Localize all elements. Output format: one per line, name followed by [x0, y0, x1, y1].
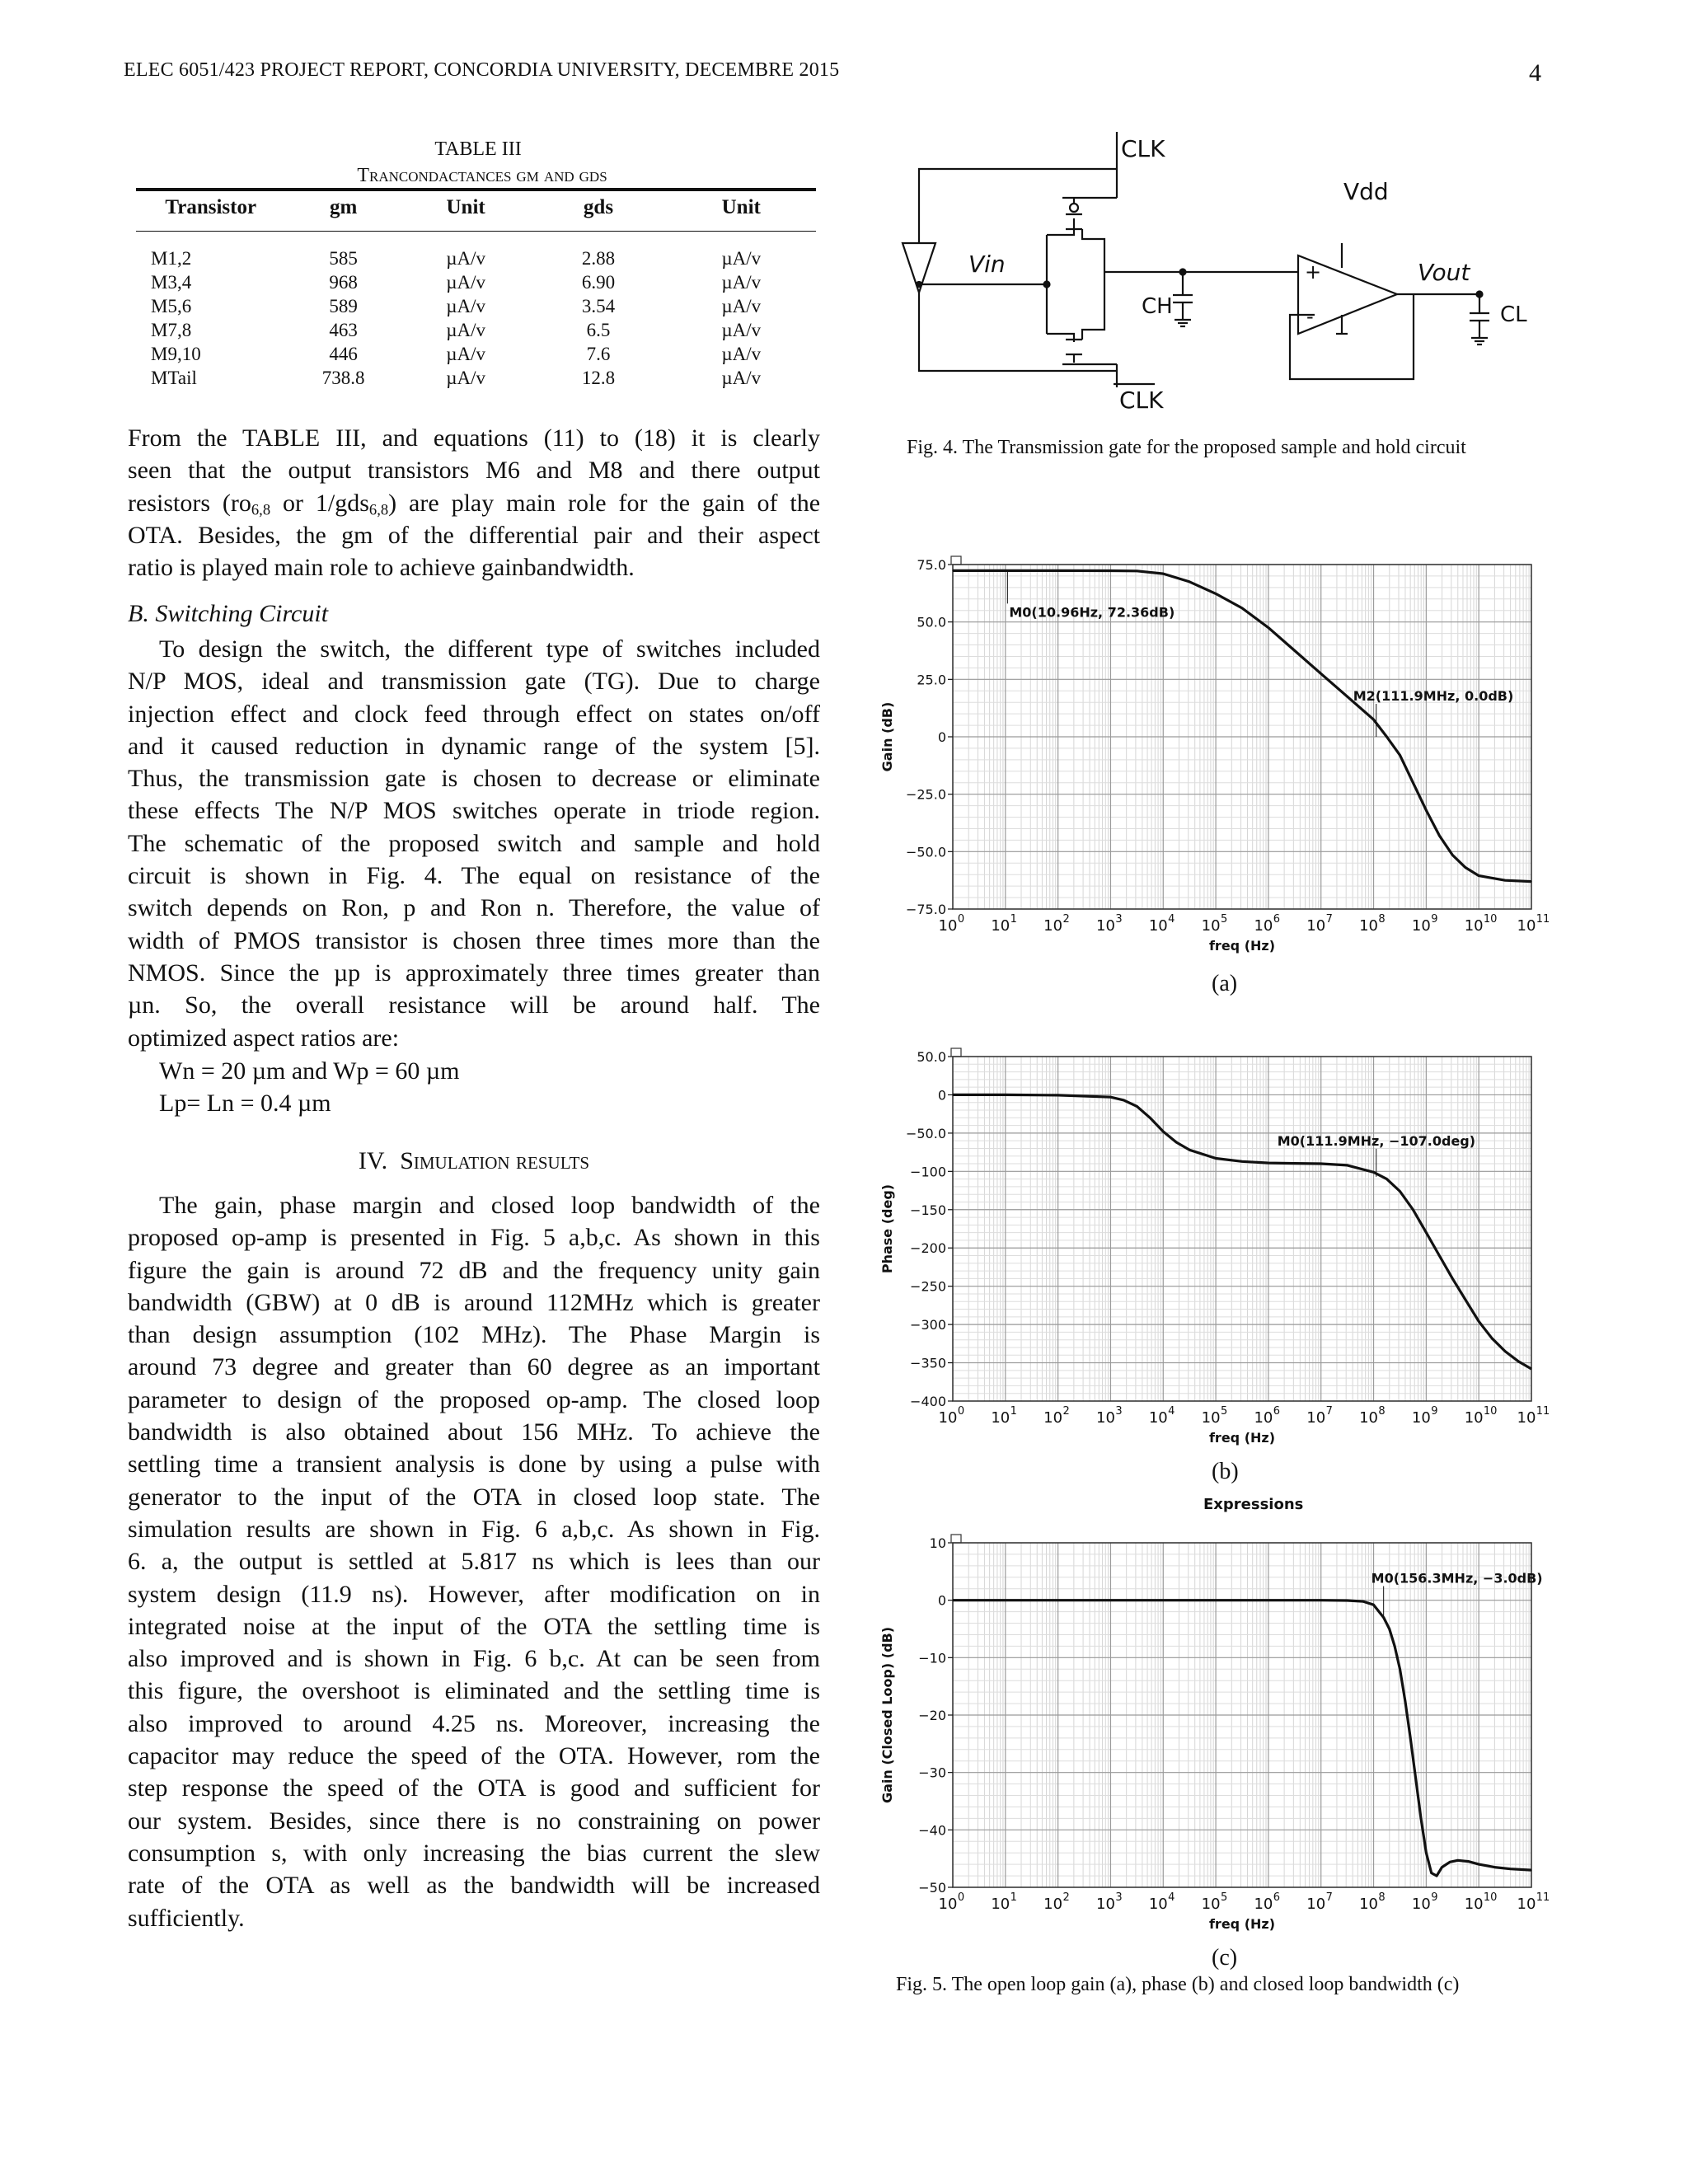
- y-tick-label: −50.0: [905, 844, 946, 860]
- y-tick-label: 0: [937, 729, 946, 745]
- data-point: [1057, 1600, 1058, 1601]
- vin-label: Vin: [968, 251, 1006, 278]
- x-tick-exponent: 1: [1010, 1891, 1017, 1904]
- x-tick-exponent: 3: [1115, 1891, 1123, 1904]
- x-tick-label: 10: [1306, 917, 1326, 935]
- text-line: capacitor may reduce the speed of the OTA. However, rom the: [128, 1742, 820, 1770]
- x-tick-exponent: 8: [1378, 1405, 1386, 1418]
- text-line: integrated noise at the input of the OTA the settling time is: [128, 1612, 820, 1640]
- data-point: [1452, 1278, 1453, 1279]
- data-point: [1189, 1150, 1190, 1151]
- y-tick-label: −30: [918, 1765, 946, 1781]
- text-line: bandwidth is also obtained about 156 MHz. To achieve the: [128, 1418, 820, 1446]
- table-row: [136, 342, 816, 366]
- text-line: also improved and is shown in Fig. 6 b,c. At can be seen from: [128, 1645, 820, 1673]
- text-line: than design assumption (102 MHz). The Phase Margin is: [128, 1321, 820, 1349]
- table-cell: 12.8: [581, 367, 616, 388]
- x-tick-label: 10: [1254, 1409, 1273, 1427]
- table-cell: µA/v: [721, 271, 762, 293]
- text-line: this figure, the overshoot is eliminated and the settling time is: [128, 1677, 820, 1705]
- x-tick-label: 10: [1411, 917, 1431, 935]
- x-tick-label: 10: [938, 1896, 958, 1913]
- x-tick-label: 10: [1306, 1896, 1326, 1913]
- subscript: 6,8: [368, 501, 389, 519]
- table-cell: µA/v: [721, 367, 762, 388]
- table-cell: µA/v: [446, 295, 485, 316]
- x-axis-label: freq (Hz): [1208, 1916, 1276, 1932]
- data-point: [1426, 1232, 1427, 1233]
- text-line: 6. a, the output is settled at 5.817 ns which is lees than our: [128, 1548, 820, 1576]
- text-line: NMOS. Since the µp is approximately three times greater than: [128, 958, 820, 987]
- y-axis-label: Gain (dB): [879, 701, 895, 772]
- x-tick-label: 10: [1517, 1896, 1536, 1913]
- fig4-schematic: [886, 132, 1570, 420]
- x-tick-exponent: 1: [1010, 913, 1017, 926]
- data-point: [1505, 880, 1506, 881]
- data-point: [1163, 1131, 1164, 1132]
- table-cell: 968: [329, 271, 358, 293]
- data-point: [1241, 1161, 1242, 1162]
- text-line: From the TABLE III, and equations (11) to (18) it is clearly: [128, 424, 820, 452]
- data-point: [1163, 1600, 1164, 1601]
- data-point: [1386, 736, 1387, 737]
- text-line: µn. So, the overall resistance will be around half. The: [128, 991, 820, 1019]
- text-line: these effects The N/P MOS switches operate in triode region.: [128, 797, 820, 825]
- y-axis-label: Gain (Closed Loop) (dB): [879, 1626, 895, 1804]
- subscript: 6,8: [251, 501, 271, 519]
- y-tick-label: −25.0: [905, 786, 946, 803]
- y-tick-label: −20: [918, 1708, 946, 1723]
- x-tick-exponent: 9: [1431, 913, 1438, 926]
- x-tick-label: 10: [1096, 917, 1115, 935]
- table-cell: µA/v: [446, 367, 485, 388]
- paragraph-simulation-results: [128, 1189, 820, 1934]
- data-point: [1110, 1097, 1111, 1098]
- text-line: step response the speed of the OTA is good and sufficient for: [128, 1774, 820, 1802]
- x-tick-label: 10: [1148, 1409, 1168, 1427]
- section-title: Simulation results: [400, 1147, 590, 1174]
- data-point: [1320, 1600, 1321, 1601]
- x-tick-exponent: 9: [1431, 1891, 1438, 1904]
- x-tick-label: 10: [1464, 1896, 1484, 1913]
- x-tick-exponent: 2: [1062, 1405, 1070, 1418]
- y-tick-label: −50.0: [905, 1125, 946, 1141]
- x-tick-exponent: 0: [957, 1405, 965, 1418]
- table-cell: M7,8: [151, 319, 192, 340]
- x-tick-exponent: 6: [1273, 1891, 1281, 1904]
- x-tick-label: 10: [938, 1409, 958, 1427]
- x-tick-exponent: 5: [1220, 1891, 1228, 1904]
- x-tick-exponent: 11: [1536, 1405, 1550, 1418]
- text-line: parameter to design of the proposed op-amp. The closed loop: [128, 1385, 820, 1413]
- table-cell: 589: [329, 295, 358, 316]
- section-heading-simulation-results: [128, 1147, 820, 1175]
- y-tick-label: −75.0: [905, 902, 946, 917]
- x-tick-label: 10: [1148, 917, 1168, 935]
- text-line: N/P MOS, ideal and transmission gate (TG). Due to charge: [128, 668, 820, 696]
- transconductance-table: [136, 188, 816, 390]
- text-line: switch depends on Ron, p and Ron n. Therefore, the value of: [128, 894, 820, 922]
- data-point: [1216, 1158, 1217, 1159]
- text-line: proposed op-amp is presented in Fig. 5 a,b,c. As shown in this: [128, 1224, 820, 1252]
- cl-label: CL: [1500, 302, 1527, 327]
- text-line: settling time a transient analysis is done by using a pulse with: [128, 1451, 820, 1479]
- x-tick-label: 10: [1201, 917, 1221, 935]
- data-point: [1439, 835, 1440, 836]
- data-point: [1241, 607, 1242, 608]
- table-header-cell: gm: [286, 190, 401, 232]
- data-point: [1415, 1778, 1416, 1779]
- x-tick-label: 10: [938, 917, 958, 935]
- data-point: [1057, 1094, 1058, 1095]
- data-point: [952, 1094, 953, 1095]
- table-cell: 6.5: [586, 319, 611, 340]
- table-cell: 446: [329, 343, 358, 364]
- data-point: [1294, 1163, 1295, 1164]
- data-point: [1465, 1300, 1466, 1301]
- x-tick-exponent: 0: [957, 1891, 965, 1904]
- text-line: generator to the input of the OTA in closed loop state. The: [128, 1483, 820, 1511]
- table-cell: µA/v: [721, 343, 762, 364]
- text-line: OTA. Besides, the gm of the differential pair and their aspect: [128, 521, 820, 549]
- x-tick-exponent: 10: [1483, 1891, 1498, 1904]
- x-tick-label: 10: [1096, 1896, 1115, 1913]
- x-tick-label: 10: [991, 917, 1010, 935]
- table-cell: 2.88: [581, 247, 616, 269]
- subfigure-label-a: (a): [1212, 971, 1238, 996]
- y-tick-label: −100: [910, 1164, 946, 1180]
- x-tick-label: 10: [991, 1896, 1010, 1913]
- text-line: The gain, phase margin and closed loop bandwidth of the: [159, 1192, 820, 1219]
- text-line: optimized aspect ratios are:: [128, 1024, 400, 1052]
- data-point: [1320, 673, 1321, 674]
- y-tick-label: −300: [910, 1317, 946, 1333]
- data-point: [1510, 1868, 1511, 1869]
- plot-frame: [953, 1057, 1531, 1401]
- x-tick-exponent: 2: [1062, 913, 1070, 926]
- aspect-ratio-line: Lp= Ln = 0.4 µm: [159, 1090, 331, 1117]
- opamp-minus-label: -: [1306, 305, 1314, 328]
- clk-bar-label: CLK: [1119, 387, 1164, 414]
- table-header-cell: gds: [531, 190, 667, 232]
- text-line: system design (11.9 ns). However, after modification on in: [128, 1580, 820, 1608]
- closed-loop-plot: [874, 1525, 1550, 1937]
- text-line: rate of the OTA as well as the bandwidth will be increased: [128, 1872, 820, 1900]
- x-tick-exponent: 4: [1168, 1891, 1175, 1904]
- x-tick-exponent: 1: [1010, 1405, 1017, 1418]
- table-cell: 3.54: [581, 295, 616, 316]
- x-tick-exponent: 6: [1273, 913, 1281, 926]
- data-point: [1110, 570, 1111, 571]
- x-axis-label: freq (Hz): [1208, 938, 1276, 954]
- x-tick-label: 10: [1464, 917, 1484, 935]
- table-cell: µA/v: [721, 295, 762, 316]
- table-caption-title: Trancondactances gm and gds: [357, 165, 607, 186]
- text-line: The schematic of the proposed switch and sample and hold: [128, 829, 820, 857]
- vout-label: Vout: [1418, 259, 1470, 286]
- y-tick-label: 50.0: [917, 614, 946, 630]
- data-point: [1494, 1867, 1495, 1868]
- marker-label: M0(156.3MHz, −3.0dB): [1371, 1570, 1543, 1586]
- x-tick-label: 10: [1411, 1409, 1431, 1427]
- x-tick-label: 10: [1201, 1896, 1221, 1913]
- vdd-label: Vdd: [1343, 178, 1389, 205]
- text-line: around 73 degree and greater than 60 degree as an important: [128, 1353, 820, 1381]
- opamp-plus-label: +: [1305, 260, 1322, 284]
- x-tick-label: 10: [1043, 1409, 1063, 1427]
- subfigure-label-b: (b): [1212, 1459, 1239, 1484]
- table-cell: 6.90: [581, 271, 616, 293]
- aspect-ratio-line: Wn = 20 µm and Wp = 60 µm: [159, 1057, 460, 1085]
- data-point: [1439, 1255, 1440, 1256]
- table-cell: µA/v: [721, 247, 762, 269]
- x-tick-exponent: 4: [1168, 1405, 1175, 1418]
- y-tick-label: −200: [910, 1240, 946, 1257]
- marker-label: M0(111.9MHz, −107.0deg): [1277, 1132, 1476, 1149]
- x-tick-exponent: 4: [1168, 913, 1175, 926]
- plot-handle: [951, 1048, 961, 1057]
- fig5-caption: Fig. 5. The open loop gain (a), phase (b) and closed loop bandwidth (c): [896, 1974, 1460, 1995]
- data-point: [1057, 570, 1058, 571]
- text-line: Thus, the transmission gate is chosen to decrease or eliminate: [128, 765, 820, 793]
- text-line: bandwidth (GBW) at 0 dB is around 112MHz which is greater: [128, 1288, 820, 1316]
- table-caption-number: TABLE III: [434, 138, 522, 160]
- plot-handle: [951, 556, 961, 565]
- x-tick-label: 10: [1254, 917, 1273, 935]
- table-cell: M3,4: [151, 271, 192, 293]
- text-line: sufficiently.: [128, 1904, 245, 1932]
- data-point: [1450, 1862, 1451, 1863]
- data-point: [952, 570, 953, 571]
- x-tick-exponent: 7: [1325, 913, 1333, 926]
- x-tick-exponent: 5: [1220, 913, 1228, 926]
- y-tick-label: −50: [918, 1880, 946, 1896]
- data-point: [1347, 696, 1348, 697]
- table-cell: µA/v: [446, 271, 485, 293]
- y-tick-label: 75.0: [917, 557, 946, 573]
- text-line: also improved to around 4.25 ns. Moreover, increasing the: [128, 1709, 820, 1737]
- table-cell: µA/v: [446, 343, 485, 364]
- table-header-cell: Transistor: [136, 190, 286, 232]
- x-tick-label: 10: [1201, 1409, 1221, 1427]
- y-tick-label: −350: [910, 1355, 946, 1371]
- x-tick-label: 10: [1359, 917, 1378, 935]
- x-tick-exponent: 8: [1378, 913, 1386, 926]
- x-tick-exponent: 11: [1536, 913, 1550, 926]
- table-row: [136, 270, 816, 294]
- data-point: [1373, 1172, 1374, 1173]
- table-cell: 463: [329, 319, 358, 340]
- data-point: [1426, 1853, 1427, 1854]
- data-point: [1320, 1163, 1321, 1164]
- data-point: [1413, 782, 1414, 783]
- section-number: IV.: [358, 1147, 388, 1174]
- ch-label: CH: [1142, 294, 1173, 319]
- text-fragment: or 1/gds: [270, 489, 369, 517]
- table-row: [136, 366, 816, 390]
- data-point: [1413, 1209, 1414, 1210]
- text-line: [128, 487, 820, 519]
- data-point: [952, 1600, 953, 1601]
- x-tick-exponent: 9: [1431, 1405, 1438, 1418]
- section-heading-switching-circuit: B. Switching Circuit: [128, 600, 329, 627]
- x-tick-label: 10: [1148, 1896, 1168, 1913]
- text-line: and it caused reduction in dynamic range of the system [5].: [128, 732, 820, 760]
- x-tick-label: 10: [991, 1409, 1010, 1427]
- data-point: [1216, 593, 1217, 594]
- y-tick-label: 25.0: [917, 672, 946, 688]
- data-point: [1410, 1737, 1411, 1738]
- data-point: [1347, 1600, 1348, 1601]
- x-tick-label: 10: [1043, 1896, 1063, 1913]
- table-cell: µA/v: [446, 247, 485, 269]
- y-tick-label: −10: [918, 1650, 946, 1666]
- x-tick-exponent: 3: [1115, 1405, 1123, 1418]
- x-axis-label: freq (Hz): [1208, 1430, 1276, 1446]
- table-row: [136, 294, 816, 318]
- fig4-caption: Fig. 4. The Transmission gate for the proposed sample and hold circuit: [907, 437, 1466, 458]
- running-header: ELEC 6051/423 PROJECT REPORT, CONCORDIA UNIVERSITY, DECEMBRE 2015: [124, 59, 840, 81]
- data-point: [1176, 1141, 1177, 1142]
- y-tick-label: −40: [918, 1822, 946, 1839]
- data-point: [1294, 650, 1295, 651]
- y-tick-label: 10: [929, 1535, 946, 1551]
- subfigure-label-c: (c): [1212, 1945, 1238, 1971]
- x-tick-label: 10: [1464, 1409, 1484, 1427]
- x-tick-exponent: 2: [1062, 1891, 1070, 1904]
- data-point: [1465, 867, 1466, 868]
- table-cell: M9,10: [151, 343, 201, 364]
- table-cell: M5,6: [151, 295, 192, 316]
- x-tick-label: 10: [1411, 1896, 1431, 1913]
- gain-plot: [874, 548, 1550, 964]
- y-tick-label: −400: [910, 1394, 946, 1409]
- data-point: [1404, 1700, 1405, 1701]
- x-tick-label: 10: [1359, 1409, 1378, 1427]
- marker-label: M2(111.9MHz, 0.0dB): [1353, 688, 1514, 704]
- x-tick-label: 10: [1517, 917, 1536, 935]
- data-point: [1468, 1861, 1469, 1862]
- paragraph-table-discussion: [128, 422, 820, 583]
- text-fragment: ) are play main role for the gain of the: [388, 489, 821, 517]
- text-fragment: resistors (ro: [128, 489, 251, 517]
- table-cell: 7.6: [586, 343, 611, 364]
- page-number: 4: [1529, 59, 1541, 87]
- x-tick-label: 10: [1096, 1409, 1115, 1427]
- marker-label: M0(10.96Hz, 72.36dB): [1009, 604, 1175, 621]
- data-point: [1123, 1099, 1124, 1100]
- y-tick-label: 50.0: [917, 1049, 946, 1065]
- table-header-cell: Unit: [401, 190, 531, 232]
- table-cell: MTail: [151, 367, 197, 388]
- data-point: [1505, 1351, 1506, 1352]
- y-tick-label: −250: [910, 1278, 946, 1295]
- text-line: circuit is shown in Fig. 4. The equal on resistance of the: [128, 862, 820, 890]
- x-tick-label: 10: [1517, 1409, 1536, 1427]
- table-cell: µA/v: [446, 319, 485, 340]
- table-cell: M1,2: [151, 247, 192, 269]
- data-point: [1362, 1601, 1363, 1602]
- x-tick-exponent: 7: [1325, 1405, 1333, 1418]
- x-tick-exponent: 11: [1536, 1891, 1550, 1904]
- x-tick-exponent: 3: [1115, 913, 1123, 926]
- x-tick-exponent: 5: [1220, 1405, 1228, 1418]
- x-tick-label: 10: [1306, 1409, 1326, 1427]
- x-tick-exponent: 6: [1273, 1405, 1281, 1418]
- data-point: [1420, 1818, 1421, 1819]
- x-tick-exponent: 7: [1325, 1891, 1333, 1904]
- y-tick-label: 0: [937, 1592, 946, 1609]
- y-tick-label: −150: [910, 1202, 946, 1218]
- text-line: our system. Besides, since there is no constraining on power: [128, 1807, 820, 1835]
- text-line: injection effect and clock feed through effect on states on/off: [128, 700, 820, 728]
- x-tick-label: 10: [1254, 1896, 1273, 1913]
- table-cell: µA/v: [721, 319, 762, 340]
- text-line: figure the gain is around 72 dB and the frequency unity gain: [128, 1256, 820, 1284]
- plot-handle: [951, 1535, 961, 1543]
- expressions-title: Expressions: [1203, 1496, 1304, 1513]
- data-point: [1431, 1872, 1432, 1873]
- table-row: [136, 232, 816, 271]
- x-tick-label: 10: [1359, 1896, 1378, 1913]
- y-axis-label: Phase (deg): [879, 1183, 895, 1274]
- x-tick-exponent: 8: [1378, 1891, 1386, 1904]
- paragraph-switching-circuit: [128, 633, 820, 1054]
- data-point: [1373, 719, 1374, 720]
- text-line: seen that the output transistors M6 and M8 and there output: [128, 457, 820, 485]
- text-line: simulation results are shown in Fig. 6 a,b,c. As shown in Fig.: [128, 1515, 820, 1543]
- text-line: To design the switch, the different type of switches included: [159, 635, 820, 663]
- text-line: width of PMOS transistor is chosen three times more than the: [128, 926, 820, 954]
- data-point: [1457, 1860, 1458, 1861]
- data-point: [1189, 581, 1190, 582]
- phase-plot: [874, 1040, 1550, 1460]
- table-cell: 738.8: [321, 367, 365, 388]
- x-tick-exponent: 10: [1483, 913, 1498, 926]
- y-tick-label: 0: [937, 1087, 946, 1104]
- text-line: consumption s, with only increasing the bias current the slew: [128, 1839, 820, 1867]
- x-tick-label: 10: [1043, 917, 1063, 935]
- data-point: [1005, 570, 1006, 571]
- table-row: [136, 318, 816, 342]
- data-point: [1005, 1094, 1006, 1095]
- table-header-cell: Unit: [667, 190, 817, 232]
- data-point: [1426, 810, 1427, 811]
- x-tick-exponent: 0: [957, 913, 965, 926]
- clk-label: CLK: [1121, 135, 1165, 162]
- x-tick-exponent: 10: [1483, 1405, 1498, 1418]
- table-cell: 585: [329, 247, 358, 269]
- text-line: ratio is played main role to achieve gainbandwidth.: [128, 554, 635, 582]
